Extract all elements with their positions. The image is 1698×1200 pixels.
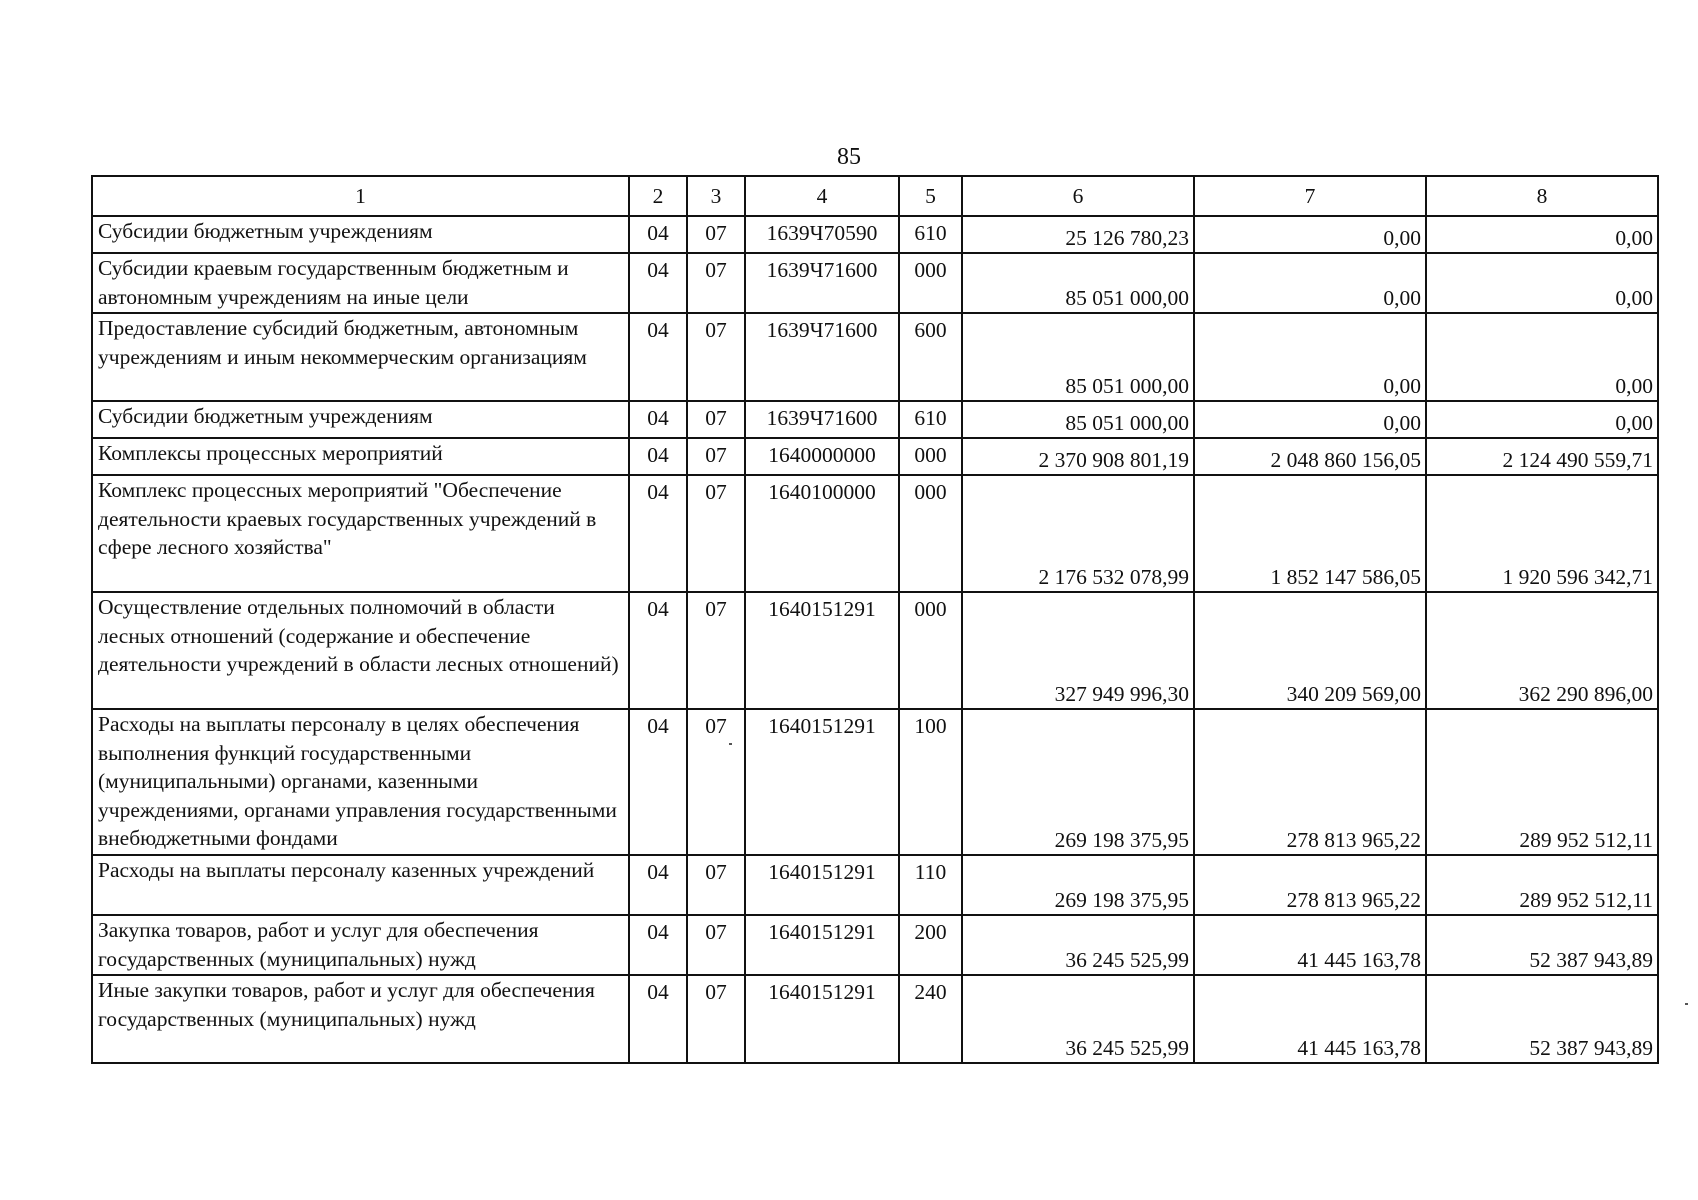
row-name-cell: Иные закупки товаров, работ и услуг для обеспечения государственных (муниципальных) нужд <box>92 975 629 1063</box>
expense-type-cell: 610 <box>899 216 962 253</box>
column-number-header: 4 <box>745 176 899 216</box>
section-code-cell: 04 <box>629 975 687 1063</box>
expense-type-cell: 240 <box>899 975 962 1063</box>
subsection-code-cell: 07 <box>687 313 745 401</box>
table-row <box>92 475 1658 592</box>
section-code-cell: 04 <box>629 855 687 915</box>
target-article-cell: 1639Ч71600 <box>745 253 899 313</box>
amount-cell: 0,00 <box>1194 253 1426 313</box>
amount-cell: 85 051 000,00 <box>962 401 1194 438</box>
target-article-cell: 1639Ч71600 <box>745 313 899 401</box>
target-article-cell: 1640100000 <box>745 475 899 592</box>
amount-cell: 1 920 596 342,71 <box>1426 475 1658 592</box>
amount-cell: 2 176 532 078,99 <box>962 475 1194 592</box>
amount-cell: 289 952 512,11 <box>1426 709 1658 855</box>
column-number-header-row <box>92 176 1658 216</box>
expense-type-cell: 100 <box>899 709 962 855</box>
subsection-code-cell: 07 <box>687 401 745 438</box>
row-name-cell: Расходы на выплаты персоналу в целях обеспечения выполнения функций государственными (муниципальными) органами, казенными учреждениями, органами управления государственными внебюджетными фондами <box>92 709 629 855</box>
amount-cell: 362 290 896,00 <box>1426 592 1658 709</box>
table-row <box>92 216 1658 253</box>
target-article-cell: 1640151291 <box>745 592 899 709</box>
subsection-code-cell: 07 <box>687 592 745 709</box>
table-row <box>92 709 1658 855</box>
expense-type-cell: 000 <box>899 438 962 475</box>
table-row <box>92 253 1658 313</box>
column-number-header: 3 <box>687 176 745 216</box>
row-name-cell: Расходы на выплаты персоналу казенных учреждений <box>92 855 629 915</box>
target-article-cell: 1640151291 <box>745 855 899 915</box>
amount-cell: 52 387 943,89 <box>1426 915 1658 975</box>
amount-cell: 269 198 375,95 <box>962 855 1194 915</box>
target-article-cell: 1639Ч70590 <box>745 216 899 253</box>
amount-cell: 41 445 163,78 <box>1194 915 1426 975</box>
amount-cell: 327 949 996,30 <box>962 592 1194 709</box>
section-code-cell: 04 <box>629 253 687 313</box>
amount-cell: 52 387 943,89 <box>1426 975 1658 1063</box>
scan-speck <box>729 743 732 745</box>
amount-cell: 278 813 965,22 <box>1194 855 1426 915</box>
budget-table <box>91 175 1659 1064</box>
row-name-cell: Субсидии бюджетным учреждениям <box>92 216 629 253</box>
expense-type-cell: 600 <box>899 313 962 401</box>
amount-cell: 0,00 <box>1426 313 1658 401</box>
column-number-header: 5 <box>899 176 962 216</box>
page-number: 85 <box>837 144 861 170</box>
amount-cell: 289 952 512,11 <box>1426 855 1658 915</box>
table-row <box>92 855 1658 915</box>
column-number-header: 2 <box>629 176 687 216</box>
scan-speck <box>1685 1003 1688 1005</box>
amount-cell: 2 124 490 559,71 <box>1426 438 1658 475</box>
amount-cell: 269 198 375,95 <box>962 709 1194 855</box>
section-code-cell: 04 <box>629 915 687 975</box>
amount-cell: 0,00 <box>1426 216 1658 253</box>
column-number-header: 8 <box>1426 176 1658 216</box>
amount-cell: 0,00 <box>1194 313 1426 401</box>
subsection-code-cell: 07 <box>687 709 745 855</box>
row-name-cell: Субсидии бюджетным учреждениям <box>92 401 629 438</box>
amount-cell: 36 245 525,99 <box>962 915 1194 975</box>
amount-cell: 85 051 000,00 <box>962 253 1194 313</box>
table-row <box>92 438 1658 475</box>
amount-cell: 0,00 <box>1426 253 1658 313</box>
table-row <box>92 975 1658 1063</box>
amount-cell: 0,00 <box>1426 401 1658 438</box>
amount-cell: 41 445 163,78 <box>1194 975 1426 1063</box>
section-code-cell: 04 <box>629 709 687 855</box>
target-article-cell: 1640151291 <box>745 915 899 975</box>
section-code-cell: 04 <box>629 401 687 438</box>
column-number-header: 1 <box>92 176 629 216</box>
target-article-cell: 1640151291 <box>745 709 899 855</box>
section-code-cell: 04 <box>629 438 687 475</box>
subsection-code-cell: 07 <box>687 855 745 915</box>
amount-cell: 1 852 147 586,05 <box>1194 475 1426 592</box>
amount-cell: 2 370 908 801,19 <box>962 438 1194 475</box>
subsection-code-cell: 07 <box>687 253 745 313</box>
expense-type-cell: 610 <box>899 401 962 438</box>
table-row <box>92 401 1658 438</box>
amount-cell: 278 813 965,22 <box>1194 709 1426 855</box>
expense-type-cell: 000 <box>899 253 962 313</box>
row-name-cell: Осуществление отдельных полномочий в области лесных отношений (содержание и обеспечение деятельности учреждений в области лесных отношений) <box>92 592 629 709</box>
amount-cell: 85 051 000,00 <box>962 313 1194 401</box>
amount-cell: 36 245 525,99 <box>962 975 1194 1063</box>
section-code-cell: 04 <box>629 313 687 401</box>
row-name-cell: Субсидии краевым государственным бюджетным и автономным учреждениям на иные цели <box>92 253 629 313</box>
expense-type-cell: 000 <box>899 592 962 709</box>
expense-type-cell: 200 <box>899 915 962 975</box>
table-body <box>92 216 1658 1063</box>
table-row <box>92 592 1658 709</box>
amount-cell: 2 048 860 156,05 <box>1194 438 1426 475</box>
amount-cell: 0,00 <box>1194 401 1426 438</box>
expense-type-cell: 000 <box>899 475 962 592</box>
subsection-code-cell: 07 <box>687 216 745 253</box>
amount-cell: 25 126 780,23 <box>962 216 1194 253</box>
subsection-code-cell: 07 <box>687 475 745 592</box>
row-name-cell: Комплекс процессных мероприятий "Обеспечение деятельности краевых государственных учреждений в сфере лесного хозяйства" <box>92 475 629 592</box>
row-name-cell: Предоставление субсидий бюджетным, автономным учреждениям и иным некоммерческим организациям <box>92 313 629 401</box>
amount-cell: 0,00 <box>1194 216 1426 253</box>
section-code-cell: 04 <box>629 216 687 253</box>
table-row <box>92 915 1658 975</box>
section-code-cell: 04 <box>629 592 687 709</box>
table-row <box>92 313 1658 401</box>
amount-cell: 340 209 569,00 <box>1194 592 1426 709</box>
subsection-code-cell: 07 <box>687 915 745 975</box>
subsection-code-cell: 07 <box>687 975 745 1063</box>
column-number-header: 6 <box>962 176 1194 216</box>
row-name-cell: Закупка товаров, работ и услуг для обеспечения государственных (муниципальных) нужд <box>92 915 629 975</box>
target-article-cell: 1640151291 <box>745 975 899 1063</box>
column-number-header: 7 <box>1194 176 1426 216</box>
section-code-cell: 04 <box>629 475 687 592</box>
target-article-cell: 1640000000 <box>745 438 899 475</box>
expense-type-cell: 110 <box>899 855 962 915</box>
row-name-cell: Комплексы процессных мероприятий <box>92 438 629 475</box>
subsection-code-cell: 07 <box>687 438 745 475</box>
target-article-cell: 1639Ч71600 <box>745 401 899 438</box>
